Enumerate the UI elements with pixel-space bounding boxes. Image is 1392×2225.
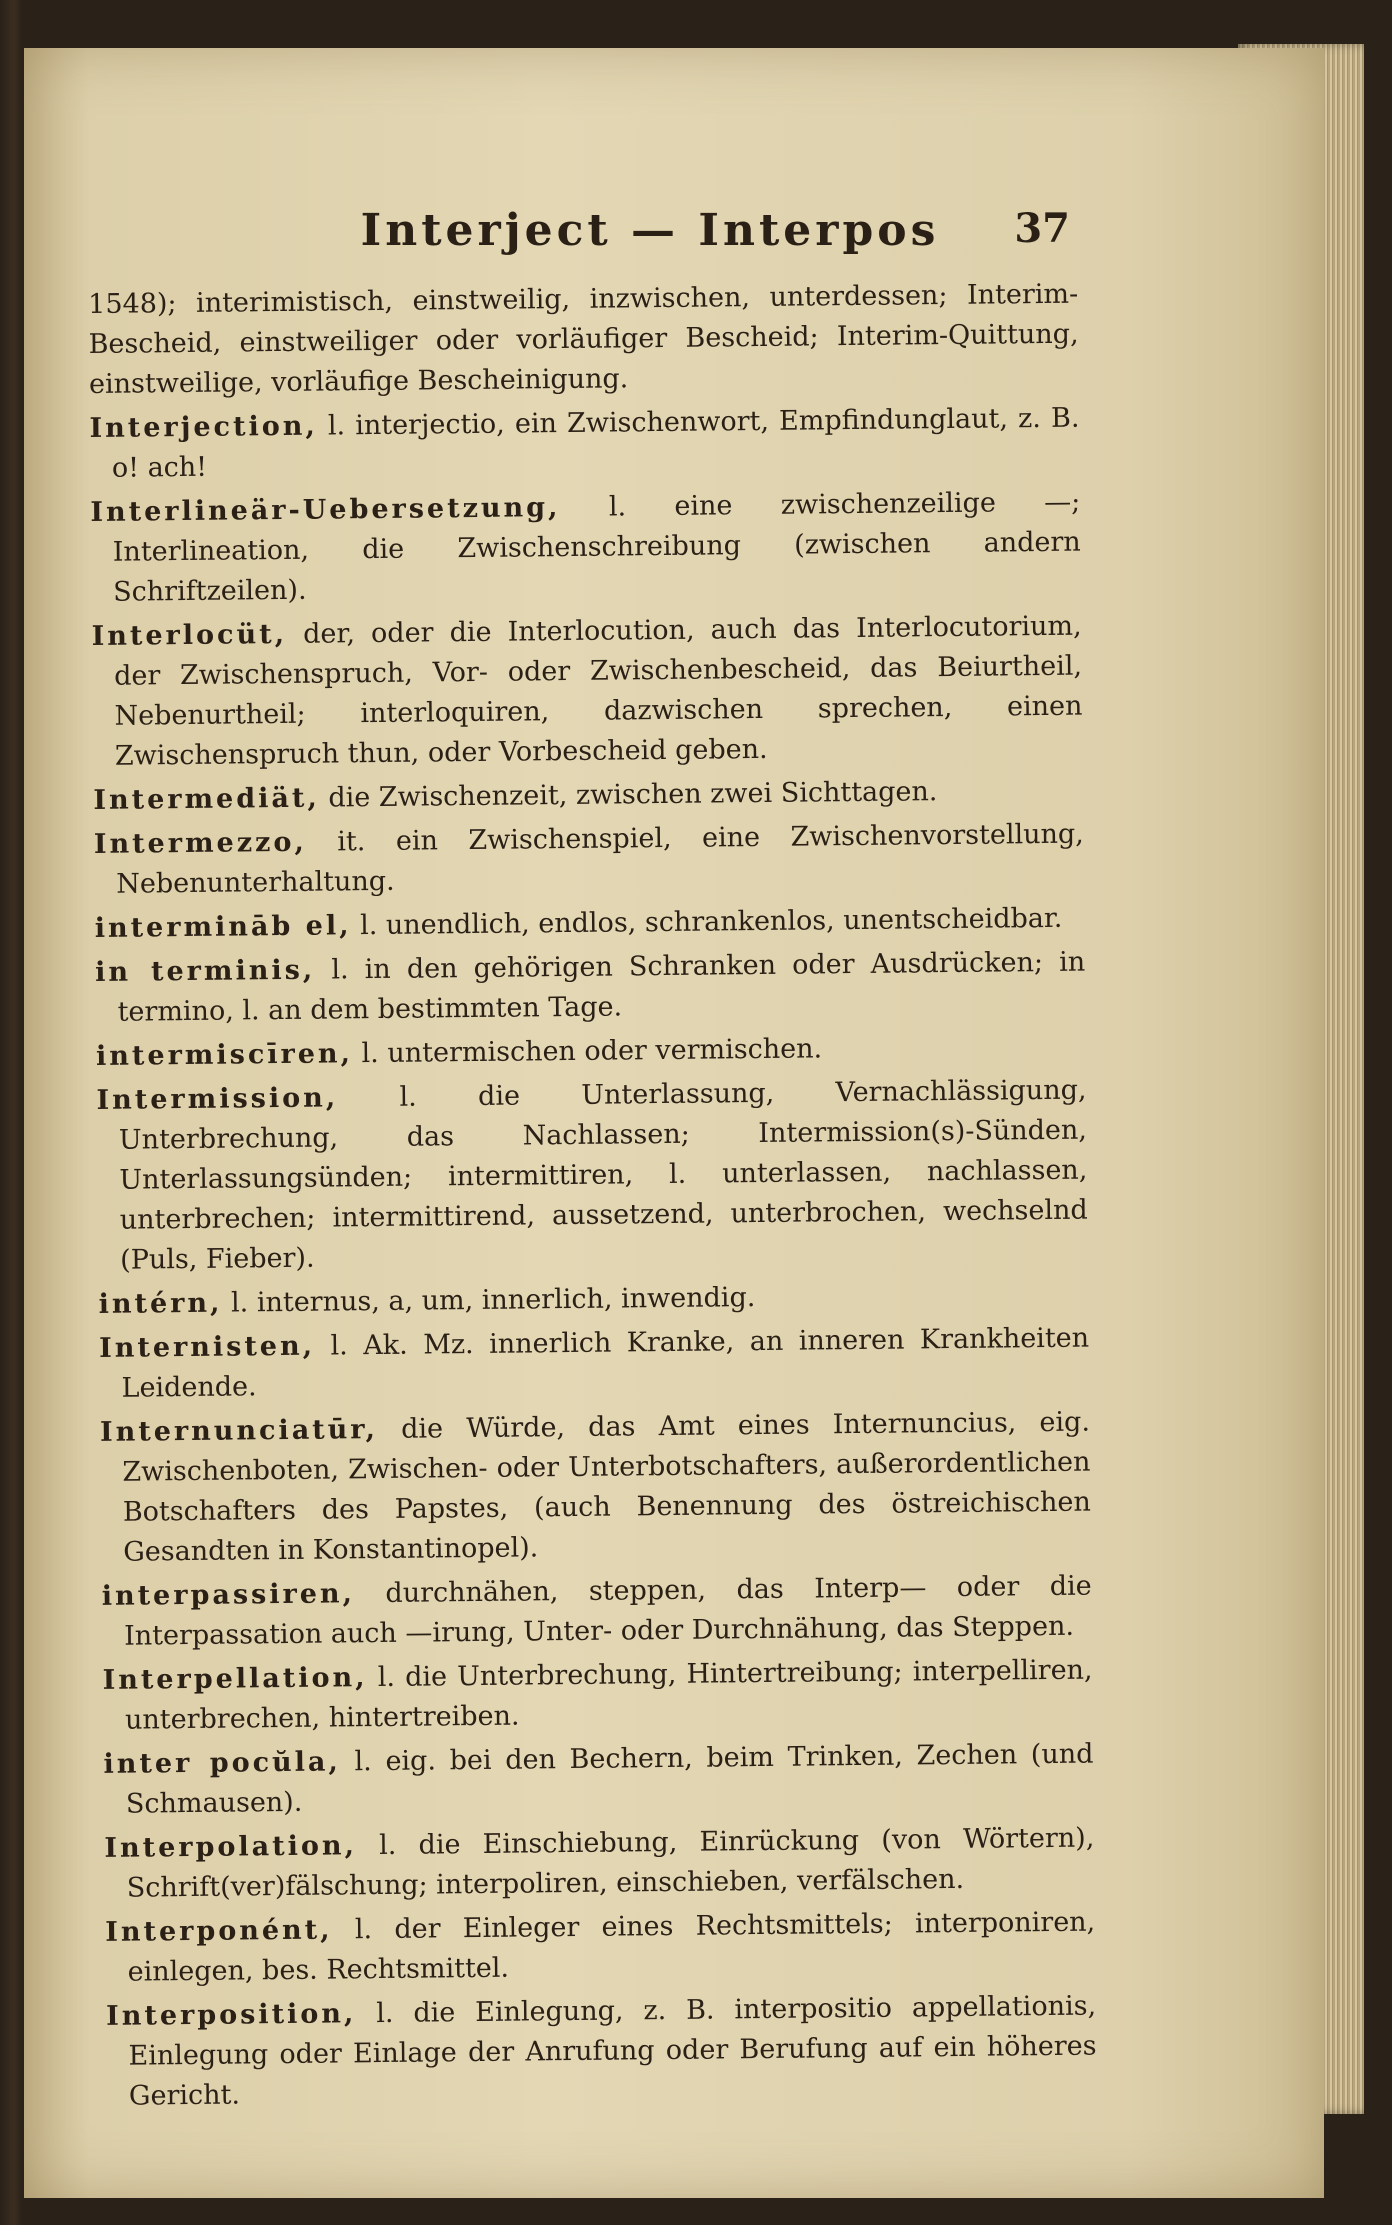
entry-headword: intérn,: [98, 1287, 223, 1320]
entry-headword: Interpolation,: [104, 1830, 358, 1864]
dictionary-entry: [96, 1071, 1088, 1281]
entry-headword: Intermezzo,: [93, 826, 307, 860]
entry-text: l. Ak. Mz. innerlich Kranke, an inneren Krankheiten Leidende.: [121, 1322, 1090, 1404]
entry-headword: Interlineär-Uebersetzung,: [90, 492, 561, 528]
dictionary-entry: [102, 1651, 1093, 1741]
dictionary-entry: [106, 1987, 1097, 2117]
entry-text: l. eine zwischenzeilige —; Interlineation, die Zwischenschreibung (zwischen andern Schriftzeilen).: [112, 486, 1081, 608]
entry-text: l. die Unterbrechung, Hintertreibung; interpelliren, unterbrechen, hintertreiben.: [124, 1654, 1093, 1736]
dictionary-entry: [99, 1319, 1090, 1409]
entry-headword: Internunciatūr,: [99, 1414, 379, 1448]
entry-headword: interpassiren,: [101, 1578, 356, 1612]
dictionary-entry: [95, 899, 1085, 949]
entry-text: l. in den gehörigen Schranken oder Ausdrücken; in termino, l. an dem bestimmten Tage.: [117, 946, 1086, 1028]
entry-text: durchnähen, steppen, das Interp— oder die Interpassation auch —irung, Unter- oder Durchnähung, das Steppen.: [123, 1570, 1092, 1652]
dictionary-entry: [98, 1275, 1088, 1325]
dictionary-entries: [88, 275, 1097, 2121]
dictionary-entry: [90, 483, 1081, 613]
dictionary-entry: [89, 399, 1080, 489]
dictionary-entry: [105, 1903, 1096, 1993]
dictionary-entry: [94, 815, 1085, 905]
dictionary-entry: [103, 1735, 1094, 1825]
entry-text: l. der Einleger eines Rechtsmittels; interponiren, einlegen, bes. Rechtsmittel.: [127, 1906, 1096, 1988]
entry-headword: Interjection,: [89, 410, 318, 444]
entry-text: die Zwischenzeit, zwischen zwei Sichttagen.: [328, 776, 938, 814]
entry-text: l. eig. bei den Bechern, beim Trinken, Zechen (und Schmausen).: [125, 1738, 1094, 1820]
entry-text: der, oder die Interlocution, auch das Interlocutorium, der Zwischenspruch, Vor- oder Zwischenbescheid, das Beiurtheil, Nebenurtheil; interloquiren, dazwischen sprechen, einen Zwischenspruch thun, oder Vorbescheid geben.: [113, 610, 1083, 772]
dictionary-entry: [95, 943, 1086, 1033]
entry-text: l. untermischen oder vermischen.: [361, 1033, 823, 1070]
entry-text: l. die Einlegung, z. B. interpositio appellationis, Einlegung oder Einlage der Anrufung oder Berufung auf ein höheres Gericht.: [128, 1990, 1097, 2112]
entry-text: l. internus, a, um, innerlich, inwendig.: [230, 1282, 756, 1319]
entry-text: it. ein Zwischenspiel, eine Zwischenvorstellung, Nebenunterhaltung.: [116, 818, 1084, 900]
dictionary-entry: [93, 771, 1083, 821]
dictionary-entry: [102, 1567, 1093, 1657]
dictionary-entry: [100, 1403, 1092, 1573]
entry-headword: Interposition,: [105, 1998, 357, 2032]
dictionary-entry: [88, 275, 1079, 405]
entry-text: die Würde, das Amt eines Internuncius, eig. Zwischenboten, Zwischen- oder Unterbotschafters, außerordentlichen Botschafters des Papstes, (auch Benennung des östreichischen Gesandten in Konstantinopel).: [122, 1406, 1091, 1568]
entry-headword: Intermission,: [96, 1082, 339, 1116]
entry-headword: intermiscīren,: [95, 1038, 354, 1072]
running-title: Interject — Interpos: [360, 205, 940, 256]
entry-text: l. die Unterlassung, Vernachlässigung, Unterbrechung, das Nachlassen; Intermission(s)-Sünden, Unterlassungsünden; intermittiren, l. unterlassen, nachlassen, unterbrechen; intermittirend, aussetzend, unterbrochen, wechselnd (Puls, Fieber).: [118, 1074, 1088, 1276]
entry-headword: Intermediät,: [93, 782, 320, 816]
entry-text: 1548); interimistisch, einstweilig, inzwischen, unterdessen; Interim-Bescheid, einstweiliger oder vorläufiger Bescheid; Interim-Quittung, einstweilige, vorläufige Bescheinigung.: [88, 278, 1079, 400]
entry-headword: intermināb el,: [94, 910, 352, 944]
entry-text: l. unendlich, endlos, schrankenlos, unentscheidbar.: [359, 902, 1063, 942]
dictionary-entry: [104, 1819, 1095, 1909]
page-number: 37: [1014, 205, 1070, 252]
page-header: [290, 205, 1110, 265]
entry-text: l. interjectio, ein Zwischenwort, Empfindunglaut, z. B. o! ach!: [111, 402, 1080, 484]
dictionary-entry: [96, 1027, 1086, 1077]
dictionary-entry: [91, 607, 1083, 777]
entry-headword: Internisten,: [98, 1330, 316, 1364]
entry-headword: Interlocüt,: [91, 618, 288, 652]
entry-text: l. die Einschiebung, Einrückung (von Wörtern), Schrift(ver)fälschung; interpoliren, einschieben, verfälschen.: [126, 1822, 1095, 1904]
entry-headword: Interpellation,: [102, 1662, 368, 1696]
entry-headword: inter pocŭla,: [103, 1746, 342, 1780]
entry-headword: Interponént,: [105, 1914, 333, 1948]
entry-headword: in terminis,: [95, 954, 316, 988]
